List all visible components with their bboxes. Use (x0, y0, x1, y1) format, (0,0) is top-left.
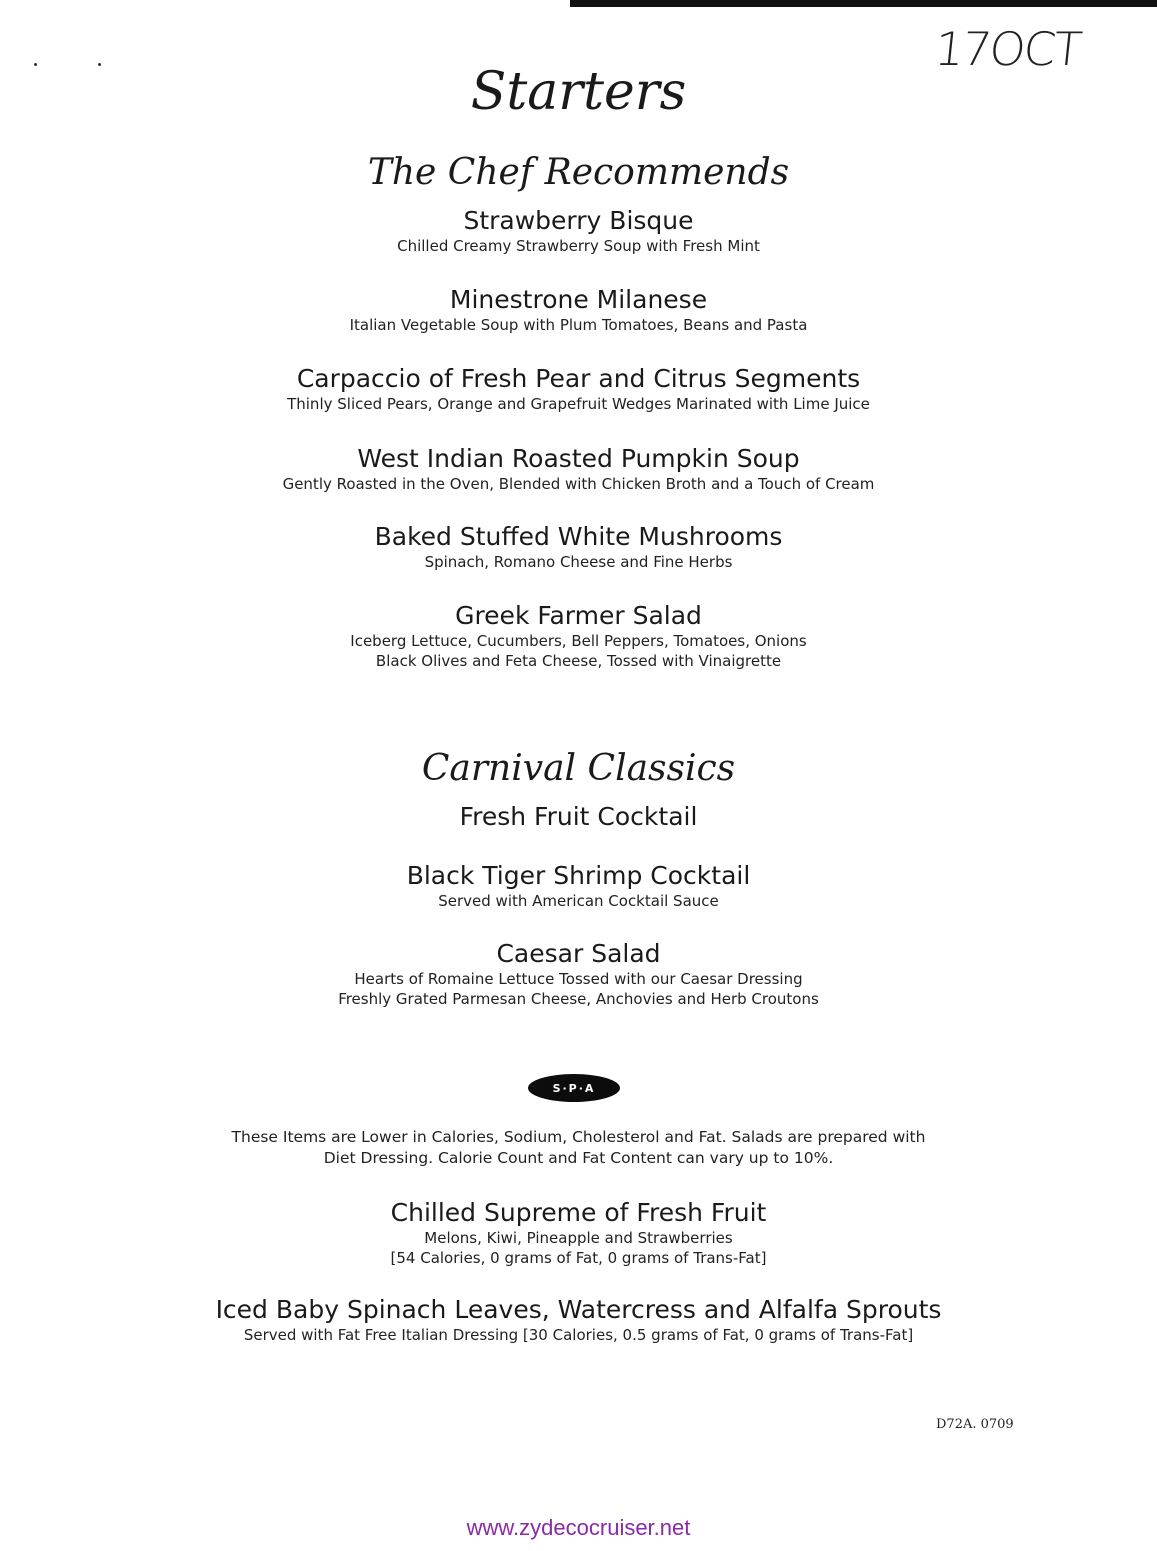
menu-item-description: [54 Calories, 0 grams of Fat, 0 grams of Trans-Fat] (390, 1249, 767, 1267)
menu-item-name: Iced Baby Spinach Leaves, Watercress and Alfalfa Sprouts (215, 1295, 942, 1324)
section-heading-chef-recommends: The Chef Recommends (367, 152, 790, 193)
menu-item-description: Hearts of Romaine Lettuce Tossed with our Caesar Dressing (354, 970, 803, 988)
menu-item-name: Fresh Fruit Cocktail (459, 802, 698, 831)
menu-item (0, 802, 1157, 832)
menu-title: Starters (470, 62, 687, 122)
menu-item-description: Italian Vegetable Soup with Plum Tomatoes, Beans and Pasta (349, 316, 808, 334)
menu-item (0, 1295, 1157, 1345)
menu-item-description: Spinach, Romano Cheese and Fine Herbs (424, 553, 733, 571)
menu-item-name: Minestrone Milanese (449, 285, 708, 314)
menu-item-description: Melons, Kiwi, Pineapple and Strawberries (424, 1229, 733, 1247)
menu-item-name: Greek Farmer Salad (455, 601, 702, 630)
menu-item-name: Caesar Salad (496, 939, 661, 968)
menu-code: D72A. 0709 (936, 1417, 1014, 1432)
menu-item (0, 364, 1157, 414)
spa-note-line: Diet Dressing. Calorie Count and Fat Content can vary up to 10%. (323, 1149, 834, 1167)
handwritten-date-note: 17OCT (932, 22, 1083, 76)
menu-item-description: Served with American Cocktail Sauce (438, 892, 719, 910)
menu-item (0, 601, 1157, 671)
menu-item (0, 285, 1157, 335)
menu-item-name: Strawberry Bisque (463, 206, 694, 235)
spa-logo-badge: S·P·A (528, 1074, 620, 1102)
menu-item-name: Carpaccio of Fresh Pear and Citrus Segments (296, 364, 861, 393)
menu-item (0, 861, 1157, 911)
menu-item-description: Thinly Sliced Pears, Orange and Grapefruit Wedges Marinated with Lime Juice (287, 395, 870, 413)
section-heading-carnival-classics: Carnival Classics (421, 748, 736, 789)
menu-item-name: Black Tiger Shrimp Cocktail (406, 861, 751, 890)
menu-item (0, 939, 1157, 1009)
menu-item-name: Chilled Supreme of Fresh Fruit (390, 1198, 767, 1227)
menu-item-description: Black Olives and Feta Cheese, Tossed with Vinaigrette (375, 652, 782, 670)
menu-item-description: Gently Roasted in the Oven, Blended with Chicken Broth and a Touch of Cream (282, 475, 875, 493)
menu-item-description: Served with Fat Free Italian Dressing [30 Calories, 0.5 grams of Fat, 0 grams of Trans-Fat] (243, 1326, 914, 1344)
menu-item (0, 444, 1157, 494)
menu-item-name: West Indian Roasted Pumpkin Soup (357, 444, 800, 473)
menu-item (0, 206, 1157, 256)
menu-item (0, 1198, 1157, 1268)
menu-item-description: Chilled Creamy Strawberry Soup with Fresh Mint (397, 237, 760, 255)
spa-note-line: These Items are Lower in Calories, Sodium, Cholesterol and Fat. Salads are prepared with (231, 1128, 926, 1146)
menu-item-name: Baked Stuffed White Mushrooms (374, 522, 783, 551)
menu-item (0, 522, 1157, 572)
menu-item-description: Freshly Grated Parmesan Cheese, Anchovies and Herb Croutons (338, 990, 819, 1008)
spa-note (0, 1127, 1157, 1169)
menu-item-description: Iceberg Lettuce, Cucumbers, Bell Peppers, Tomatoes, Onions (350, 632, 807, 650)
scan-edge-bar (570, 0, 1157, 7)
watermark-url: www.zydecocruiser.net (466, 1515, 691, 1540)
